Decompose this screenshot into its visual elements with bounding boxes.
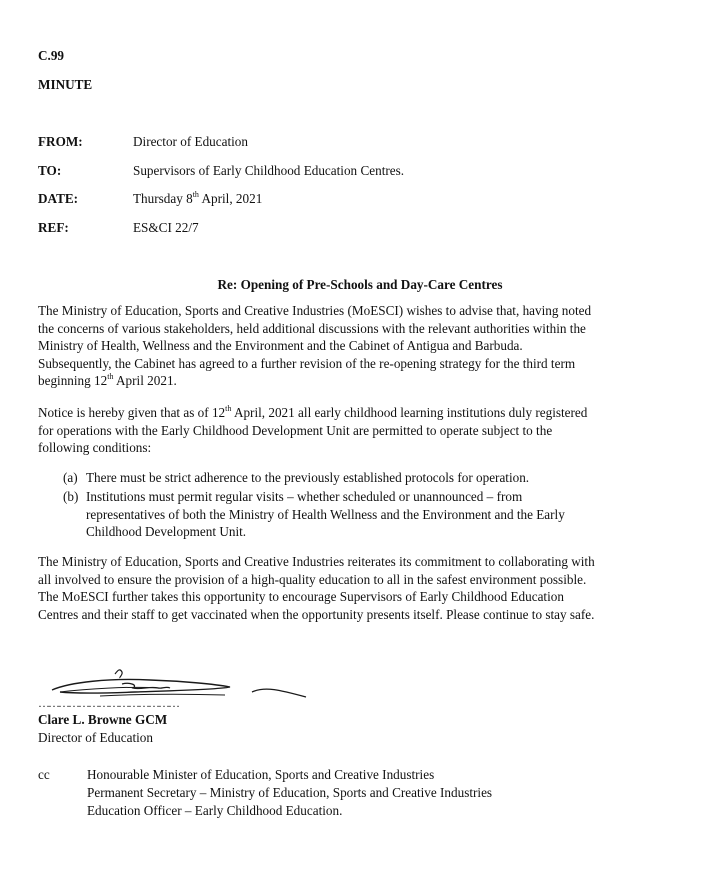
text-line: Centres and their staff to get vaccinated when the opportunity presents itself. Please continue to stay safe. [38, 606, 595, 622]
text-line: following conditions: [38, 440, 152, 456]
text-line: The Ministry of Education, Sports and Creative Industries (MoESCI) wishes to advise that, having noted [38, 303, 592, 318]
text-line: The MoESCI further takes this opportunity to encourage Supervisors of Early Childhood Education [38, 589, 564, 605]
text-line: The Ministry of Education, Sports and Creative Industries reiterates its commitment to collaborating with [38, 554, 595, 569]
ref-label: REF: [38, 220, 69, 235]
date-label: DATE: [38, 191, 79, 206]
cc-recipient: Permanent Secretary – Ministry of Education, Sports and Creative Industries [87, 785, 493, 800]
paragraph-2 [38, 404, 688, 457]
condition-line: There must be strict adherence to the previously established protocols for operation. [86, 470, 530, 485]
signature-dotted-line: …………………………………… [38, 696, 178, 710]
condition-line: representatives of both the Ministry of Health Wellness and the Environment and the Early [86, 506, 565, 522]
from-label: FROM: [38, 134, 83, 149]
document-type: MINUTE [38, 77, 93, 92]
condition-letter: (a) [63, 470, 78, 485]
paragraph-1 [38, 302, 688, 390]
text-line: for operations with the Early Childhood Development Unit are permitted to operate subject to the [38, 422, 553, 438]
condition-b [63, 488, 663, 541]
subject-heading: Re: Opening of Pre-Schools and Day-Care Centres [217, 277, 503, 292]
paragraph-3 [38, 553, 688, 623]
date-value: Thursday 8th April, 2021 [133, 189, 263, 206]
text-line: Subsequently, the Cabinet has agreed to a further revision of the re-opening strategy for the third term [38, 355, 576, 371]
text-line: beginning 12th April 2021. [38, 371, 177, 389]
cc-recipient: Honourable Minister of Education, Sports and Creative Industries [87, 767, 435, 782]
condition-a [63, 469, 663, 487]
text-line: Notice is hereby given that as of 12th April, 2021 all early childhood learning institutions duly registered [38, 403, 588, 420]
ref-value: ES&CI 22/7 [133, 220, 199, 235]
to-label: TO: [38, 163, 62, 178]
condition-letter: (b) [63, 489, 79, 504]
text-line: the concerns of various stakeholders, held additional discussions with the relevant authorities within the [38, 320, 586, 336]
condition-line: Institutions must permit regular visits – whether scheduled or unannounced – from [86, 489, 523, 504]
cc-recipient: Education Officer – Early Childhood Education. [87, 803, 343, 818]
condition-line: Childhood Development Unit. [86, 524, 247, 540]
text-line: Ministry of Health, Wellness and the Environment and the Cabinet of Antigua and Barbuda. [38, 338, 523, 354]
text-line: all involved to ensure the provision of a high-quality education to all in the safest environment possible. [38, 571, 587, 587]
cc-label: cc [38, 767, 50, 782]
to-value: Supervisors of Early Childhood Education Centres. [133, 163, 405, 178]
signatory-title: Director of Education [38, 730, 153, 745]
signatory-name: Clare L. Browne GCM [38, 712, 168, 727]
document-code: C.99 [38, 48, 65, 63]
from-value: Director of Education [133, 134, 248, 149]
